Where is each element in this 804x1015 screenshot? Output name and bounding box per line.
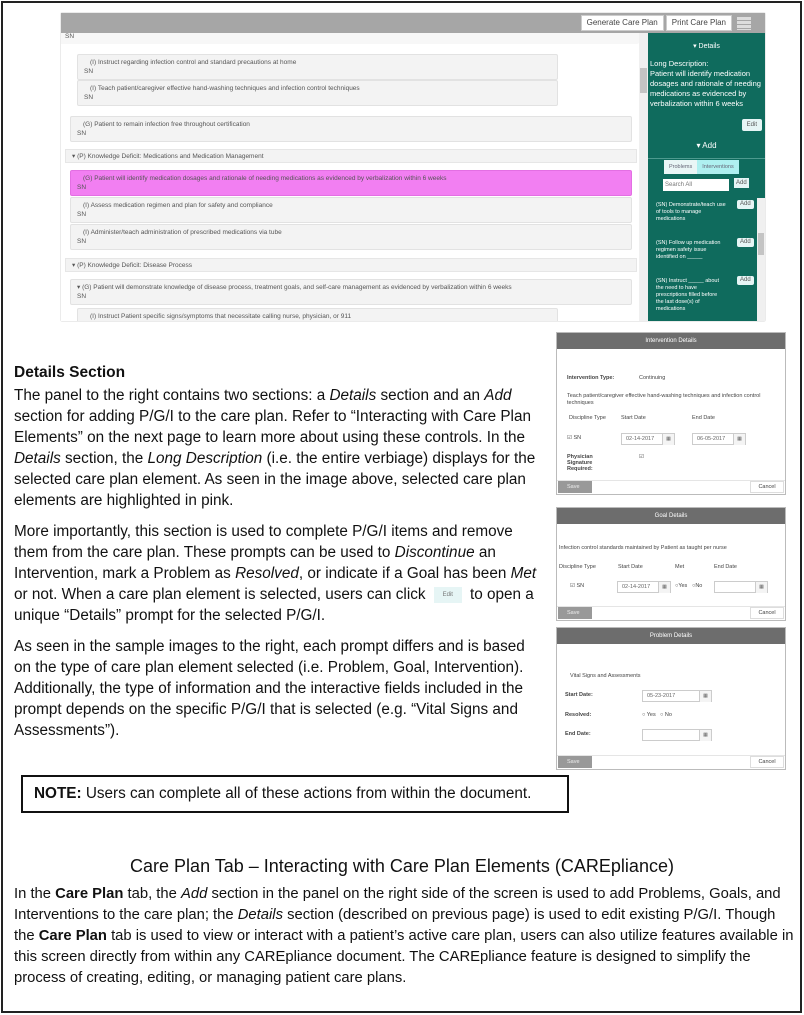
dialog-title: Problem Details (557, 628, 785, 644)
list-item[interactable] (61, 33, 639, 44)
col-start: Start Date (621, 415, 646, 421)
list-item[interactable] (77, 308, 558, 321)
end-date-input[interactable]: 06-05-2017 ▦ (692, 433, 746, 445)
item-text: (I) Assess medication regimen and plan for safety and compliance (83, 202, 273, 209)
search-add-button[interactable]: Add (736, 180, 747, 186)
intervention-details-dialog (556, 332, 786, 495)
discipline: SN (77, 211, 87, 218)
generate-care-plan-button[interactable]: Generate Care Plan (581, 15, 664, 31)
resolved-label: Resolved: (565, 712, 592, 718)
intervention-type-label: Intervention Type: (567, 375, 615, 381)
start-date-input[interactable]: 05-23-2017 ▦ (642, 690, 712, 702)
list-item[interactable] (70, 224, 632, 250)
discipline: SN (84, 68, 94, 75)
col-end: End Date (714, 564, 737, 570)
end-date-label: End Date: (565, 731, 591, 737)
intervention-description: Teach patient/caregiver effective hand-washing techniques and infection control techniques (567, 393, 761, 406)
discipline: SN (65, 33, 75, 40)
care-plan-list (61, 33, 639, 321)
col-met: Met (675, 564, 685, 570)
calendar-icon: ▦ (699, 691, 711, 702)
col-discipline: Discipline Type (559, 564, 596, 570)
calendar-icon: ▦ (699, 730, 711, 741)
start-date-input[interactable]: 02-14-2017 ▦ (617, 581, 671, 593)
tab-problems[interactable]: Problems (664, 160, 697, 174)
search-input[interactable]: Search All (663, 179, 729, 191)
paragraph: In the Care Plan tab, the Add section in the panel on the right side of the screen is used to add Problems, Goals, and Interventions to the care plan; the Details section (described on previous page) is used to edit existing P/G/I. Though the Care Plan tab is used to view or interact with a patient’s active care plan, users can also utilize features available in this screen directly from within any CAREpliance document. The CAREpliance feature is designed to simplify the process of creating, editing, or managing patient care plans. (14, 886, 794, 986)
met-yes-radio[interactable]: ○Yes (675, 583, 688, 589)
discipline: SN (77, 293, 87, 300)
end-date-input[interactable] (714, 581, 768, 593)
save-button[interactable]: Save (558, 756, 592, 768)
physician-signature-checkbox[interactable]: ☑ (639, 454, 644, 460)
list-item[interactable] (77, 80, 558, 106)
add-intervention-button[interactable]: Add (737, 276, 754, 285)
discipline: SN (77, 130, 87, 137)
long-description-label: Long Description: (650, 59, 709, 68)
add-intervention-button[interactable]: Add (737, 238, 754, 247)
details-section (14, 362, 540, 751)
cancel-button[interactable]: Cancel (750, 756, 784, 768)
list-item[interactable] (70, 197, 632, 223)
care-plan-screenshot (61, 13, 765, 321)
calendar-icon: ▦ (733, 434, 745, 445)
discipline: SN (84, 94, 94, 101)
cancel-button[interactable]: Cancel (750, 607, 784, 619)
list-item-selected[interactable] (70, 170, 632, 196)
resolved-no-radio[interactable]: ○ No (660, 712, 672, 718)
discipline: SN (77, 184, 87, 191)
divider (648, 158, 765, 159)
col-discipline: Discipline Type (569, 415, 606, 421)
item-text: (I) Teach patient/caregiver effective hand-washing techniques and infection control techniques (90, 85, 360, 92)
intervention-list (648, 198, 758, 321)
long-description: Patient will identify medication dosages and rationale of needing medications as evidenced by verbalization within 6 weeks (650, 69, 761, 108)
goal-description: Infection control standards maintained by Patient as taught per nurse (559, 545, 727, 551)
dialog-title: Intervention Details (557, 333, 785, 349)
save-button[interactable]: Save (558, 481, 592, 493)
intervention-item: (SN) Instruct _____ about the need to have prescriptions filled before the last dose(s) of medications (656, 278, 719, 312)
start-date-input[interactable]: 02-14-2017 ▦ (621, 433, 675, 445)
problem-text: (P) Knowledge Deficit: Medications and Medication Management (77, 153, 264, 160)
edit-button-image: Edit (434, 587, 462, 603)
add-header[interactable]: ▾ Add (696, 141, 717, 150)
col-end: End Date (692, 415, 715, 421)
list-scrollbar[interactable] (639, 33, 648, 321)
item-text: (G) Patient will identify medication dosages and rationale of needing medications as evidenced by verbalization within 6 weeks (83, 175, 447, 182)
list-item[interactable] (70, 279, 632, 305)
details-panel (648, 33, 765, 321)
calendar-icon: ▦ (658, 582, 670, 593)
item-text: (I) Instruct regarding infection control and standard precautions at home (90, 59, 297, 66)
list-item[interactable] (77, 54, 558, 80)
problem-header[interactable]: ▾ (P) Knowledge Deficit: Disease Process (65, 258, 637, 272)
save-button[interactable]: Save (558, 607, 592, 619)
section-title: Care Plan Tab – Interacting with Care Plan Elements (CAREpliance) (130, 856, 674, 876)
problem-text: (P) Knowledge Deficit: Disease Process (77, 262, 192, 269)
toolbar-buttons (581, 15, 751, 31)
cancel-button[interactable]: Cancel (750, 481, 784, 493)
start-date-label: Start Date: (565, 692, 593, 698)
menu-grid-icon[interactable] (737, 17, 751, 30)
item-text: (I) Administer/teach administration of prescribed medications via tube (83, 229, 282, 236)
note-box: NOTE: Users can complete all of these actions from within the document. (21, 775, 569, 813)
tab-interventions[interactable]: Interventions (697, 160, 739, 174)
paragraph: As seen in the sample images to the right, each prompt differs and is based on the type of care plan element selected (i.e. Problem, Goal, Intervention). Additionally, the type of information and the interactive fields included in the prompt depends on the specific P/G/I that is selected (e.g. “Vital Signs and Assessments”). (14, 638, 525, 739)
dialog-title: Goal Details (557, 508, 785, 524)
intervention-item: (SN) Follow up medication regimen safety issue identified on _____ (656, 240, 721, 260)
item-text: (G) Patient to remain infection free throughout certification (83, 121, 250, 128)
problem-header[interactable]: ▾ (P) Knowledge Deficit: Medications and Medication Management (65, 149, 637, 163)
met-no-radio[interactable]: ○No (692, 583, 703, 589)
intervention-type-value: Continuing (639, 375, 666, 381)
toolbar (61, 13, 765, 33)
item-text: ▾ (G) Patient will demonstrate knowledge of disease process, treatment goals, and self-care management as evidenced by verbalization within 6 weeks (77, 284, 512, 291)
discipline: SN (77, 238, 87, 245)
goal-details-dialog (556, 507, 786, 621)
calendar-icon: ▦ (755, 582, 767, 593)
col-start: Start Date (618, 564, 643, 570)
problem-description: Vital Signs and Assessments (570, 673, 641, 679)
calendar-icon: ▦ (662, 434, 674, 445)
print-care-plan-button[interactable]: Print Care Plan (666, 15, 732, 31)
resolved-yes-radio[interactable]: ○ Yes (642, 712, 656, 718)
details-header[interactable]: ▾ Details (693, 43, 720, 50)
item-text: (I) Instruct Patient specific signs/symptoms that necessitate calling nurse, physician, or 911 (90, 313, 352, 320)
end-date-input[interactable] (642, 729, 712, 741)
problem-details-dialog (556, 627, 786, 770)
intervention-scrollbar[interactable] (757, 198, 765, 321)
physician-signature-label: Physician Signature Required: (567, 454, 593, 472)
paragraph: The panel to the right contains two sections: a Details section and an Add section for adding P/G/I to the care plan. Refer to “Interacting with Care Plan Elements” on the next page to learn more about using these controls. In the Details section, the Long Description (i.e. the entire verbiage) displays for the selected care plan element. As seen in the image above, selected care plan elements are highlighted in pink. (14, 387, 536, 509)
discipline-checkbox[interactable]: ☑ SN (570, 583, 585, 589)
list-item[interactable] (70, 116, 632, 142)
section-heading: Details Section (14, 364, 126, 381)
edit-button[interactable]: Edit (742, 119, 762, 131)
add-intervention-button[interactable]: Add (737, 200, 754, 209)
paragraph: More importantly, this section is used to complete P/G/I items and remove them from the care plan. These prompts can be used to Discontinue an Intervention, mark a Problem as Resolved, or indicate if a Goal has been Met or not. When a care plan element is selected, users can click Edit to open a unique “Details” prompt for the selected P/G/I. (14, 523, 537, 624)
discipline-checkbox[interactable]: ☑ SN (567, 435, 582, 441)
intervention-item: (SN) Demonstrate/teach use of tools to manage medications (656, 202, 726, 222)
